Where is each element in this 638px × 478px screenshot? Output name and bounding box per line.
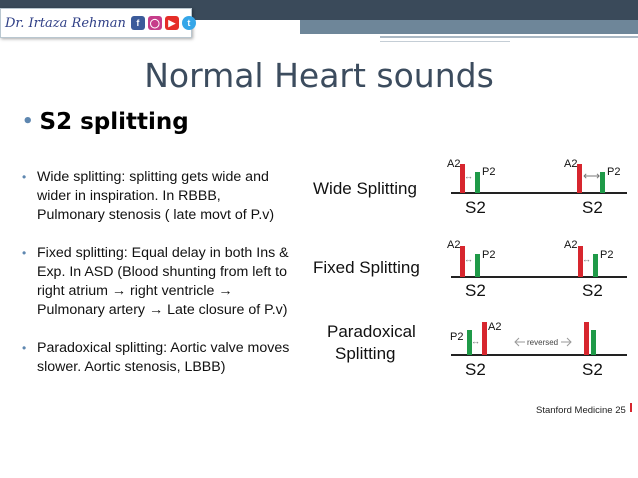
reversed-arrow-left-icon	[515, 338, 525, 346]
header-band-accent	[300, 20, 638, 34]
facebook-icon[interactable]: f	[131, 16, 145, 30]
row-label-paradoxical: Paradoxical	[327, 322, 416, 341]
reversed-arrow-right-icon	[561, 338, 571, 346]
twitter-icon[interactable]: t	[182, 16, 196, 30]
instagram-icon[interactable]: ◯	[149, 18, 160, 28]
bullet-text: Fixed splitting: Equal delay in both Ins & Exp. In ASD (Blood shunting from left to right atrium → right ventricle → Pulmonary artery → Late closure of P.v)	[37, 245, 289, 318]
bullet-icon: •	[22, 170, 27, 184]
pulmonic-bar	[593, 254, 598, 277]
split-arrow: ⟷	[583, 169, 601, 183]
p2-label: P2	[450, 331, 464, 343]
figure-credit: Stanford Medicine 25	[536, 405, 626, 416]
p2-label: P2	[607, 166, 621, 178]
bullet-list	[22, 168, 292, 396]
split-arrow: ↔	[471, 336, 480, 346]
a2-label: A2	[447, 158, 461, 170]
aortic-bar	[584, 322, 589, 355]
credit-mark	[630, 403, 632, 412]
bullet-text: Wide splitting: splitting gets wide and wider in inspiration. In RBBB, Pulmonary stenosis ( late movt of P.v)	[37, 169, 275, 223]
split-arrow: ↔	[582, 254, 591, 264]
section-heading	[22, 109, 189, 135]
aortic-bar	[482, 322, 487, 355]
s2-label: S2	[465, 360, 486, 379]
s2-label: S2	[582, 360, 603, 379]
s2-label: S2	[465, 198, 486, 217]
header-rule-thin	[380, 41, 510, 42]
heading-text: S2 splitting	[39, 109, 189, 135]
author-name: Dr. Irtaza Rehman	[5, 15, 126, 31]
splitting-diagram	[305, 150, 635, 430]
bullet-item	[22, 168, 292, 225]
row-label-paradoxical-line2: Splitting	[335, 344, 396, 363]
bullet-icon: •	[22, 341, 27, 355]
slide-title: Normal Heart sounds	[144, 56, 494, 95]
p2-label: P2	[482, 166, 496, 178]
s2-label: S2	[465, 281, 486, 300]
s2-label: S2	[582, 281, 603, 300]
bullet-icon: •	[22, 111, 34, 132]
bullet-icon: •	[22, 246, 27, 260]
row-label-wide: Wide Splitting	[313, 179, 417, 198]
pulmonic-bar	[591, 330, 596, 355]
a2-label: A2	[447, 239, 461, 251]
a2-label: A2	[564, 158, 578, 170]
author-branding	[0, 8, 192, 38]
bullet-item	[22, 339, 292, 377]
pulmonic-bar	[475, 254, 480, 277]
pulmonic-bar	[475, 172, 480, 193]
s2-label: S2	[582, 198, 603, 217]
bullet-text: Paradoxical splitting: Aortic valve moves slower. Aortic stenosis, LBBB)	[37, 340, 290, 375]
a2-label: A2	[488, 321, 502, 333]
header-rule	[380, 36, 638, 38]
youtube-icon[interactable]: ▶	[165, 16, 179, 30]
s2-splitting-figure	[305, 150, 635, 430]
social-icons	[131, 16, 196, 30]
reversed-label: reversed	[527, 338, 559, 347]
split-arrow: ↔	[464, 171, 473, 181]
aortic-bar	[577, 164, 582, 193]
a2-label: A2	[564, 239, 578, 251]
split-arrow: ↔	[464, 254, 473, 264]
p2-label: P2	[600, 249, 614, 261]
p2-label: P2	[482, 249, 496, 261]
bullet-item	[22, 244, 292, 320]
pulmonic-bar	[600, 172, 605, 193]
row-label-fixed: Fixed Splitting	[313, 258, 420, 277]
